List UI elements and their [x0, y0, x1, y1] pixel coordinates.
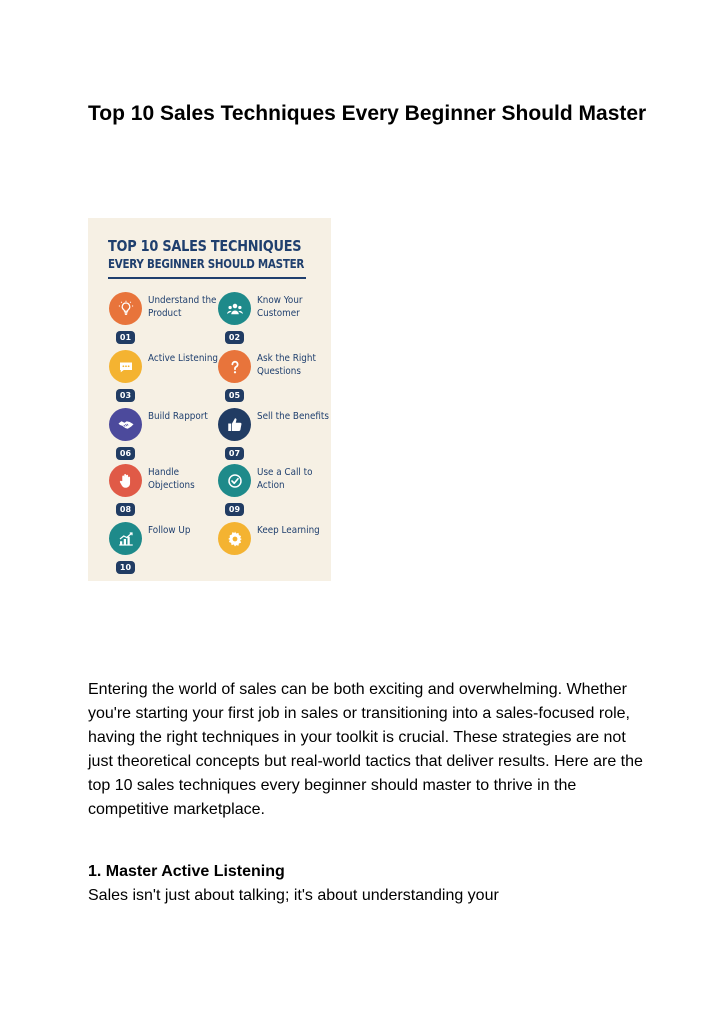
infographic-title: TOP 10 SALES TECHNIQUES	[108, 237, 302, 255]
check-circle-icon	[218, 464, 251, 497]
page-title: Top 10 Sales Techniques Every Beginner Should Master	[88, 102, 647, 125]
technique-label: Sell the Benefits	[257, 411, 329, 422]
speech-bubble-icon	[109, 350, 142, 383]
technique-label: Keep Learning	[257, 525, 320, 536]
technique-label: Active Listening	[148, 353, 219, 364]
technique-understand-product	[109, 292, 227, 348]
infographic-subtitle: EVERY BEGINNER SHOULD MASTER	[108, 257, 305, 271]
infographic-divider	[108, 277, 306, 279]
technique-handle-objections	[109, 464, 227, 520]
technique-number: 01	[116, 331, 135, 344]
gear-icon	[218, 522, 251, 555]
technique-number: 05	[225, 389, 244, 402]
lightbulb-icon	[109, 292, 142, 325]
technique-number: 08	[116, 503, 135, 516]
technique-label: Know Your Customer	[257, 295, 303, 319]
growth-chart-icon	[109, 522, 142, 555]
thumbs-up-icon	[218, 408, 251, 441]
raised-hand-icon	[109, 464, 142, 497]
section-heading-active-listening: 1. Master Active Listening	[88, 863, 285, 880]
section-text-active-listening: Sales isn't just about talking; it's about understanding your	[88, 887, 499, 904]
technique-keep-learning	[218, 522, 336, 578]
technique-label: Use a Call to Action	[257, 467, 313, 491]
handshake-icon	[109, 408, 142, 441]
technique-ask-questions	[218, 350, 336, 406]
technique-number: 07	[225, 447, 244, 460]
technique-label: Handle Objections	[148, 467, 195, 491]
technique-follow-up	[109, 522, 227, 578]
technique-label: Build Rapport	[148, 411, 208, 422]
technique-know-customer	[218, 292, 336, 348]
technique-label: Understand the Product	[148, 295, 217, 319]
question-icon	[218, 350, 251, 383]
technique-sell-benefits	[218, 408, 336, 464]
technique-number: 06	[116, 447, 135, 460]
technique-label: Follow Up	[148, 525, 191, 536]
technique-number: 09	[225, 503, 244, 516]
technique-call-to-action	[218, 464, 336, 520]
intro-paragraph: Entering the world of sales can be both exciting and overwhelming. Whether you're starting your first job in sales or transitioning into a sales-focused role, having the right techniques in your toolkit is crucial. These strategies are not just theoretical concepts but real-world tactics that deliver results. Here are the top 10 sales techniques every beginner should master to thrive in the competitive marketplace.	[88, 681, 643, 818]
technique-number: 10	[116, 561, 135, 574]
technique-active-listening	[109, 350, 227, 406]
technique-number: 03	[116, 389, 135, 402]
technique-number: 02	[225, 331, 244, 344]
technique-label: Ask the Right Questions	[257, 353, 316, 377]
sales-techniques-infographic	[88, 218, 331, 581]
people-icon	[218, 292, 251, 325]
technique-build-rapport	[109, 408, 227, 464]
